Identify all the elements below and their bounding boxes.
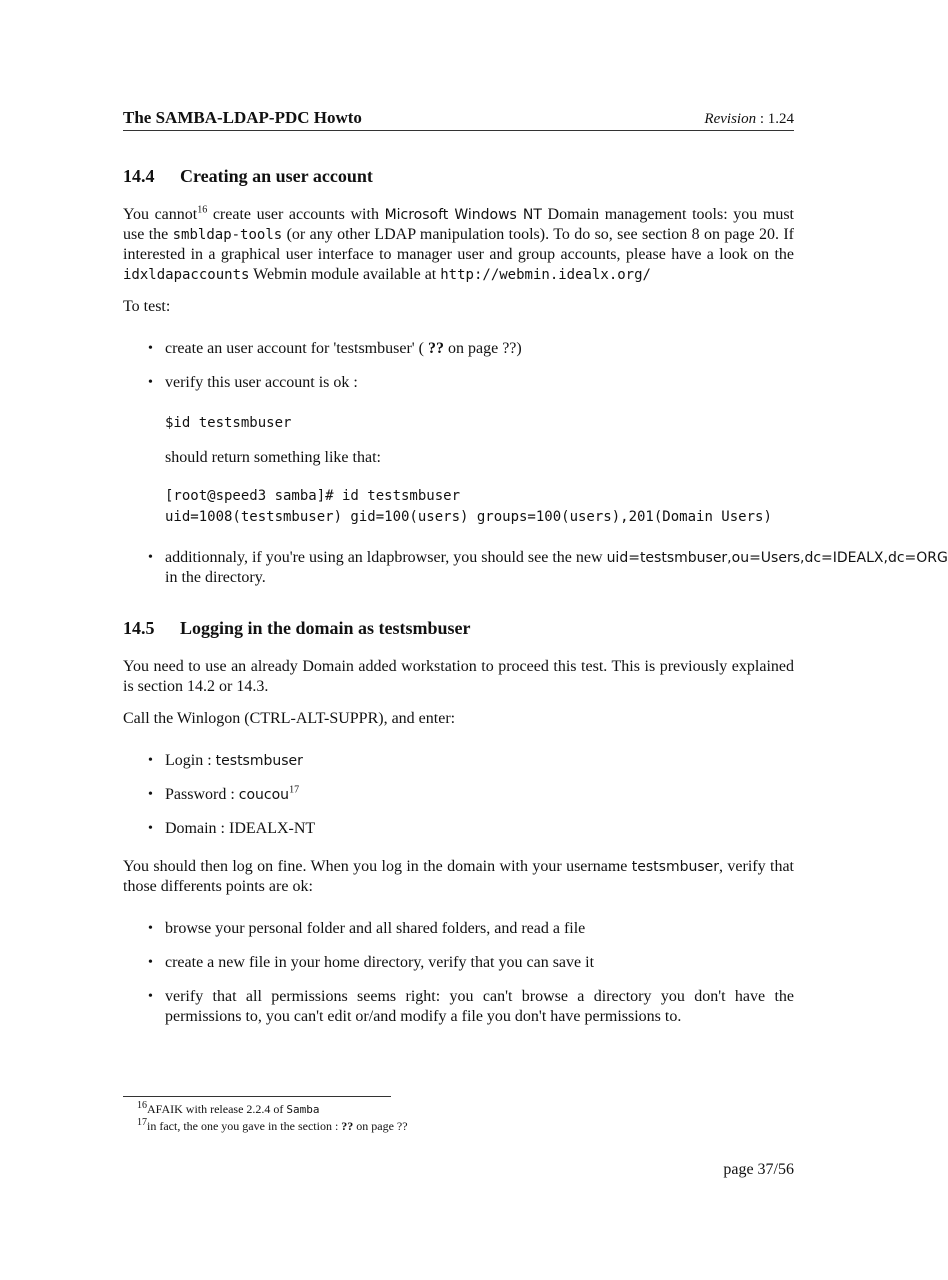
section-title: Creating an user account xyxy=(180,166,373,186)
bullet-icon: • xyxy=(148,989,153,1004)
footnote-number: 16 xyxy=(137,1100,147,1111)
main-content xyxy=(123,160,948,1045)
text-run: in fact, the one you gave in the section : xyxy=(147,1119,342,1133)
list-item xyxy=(148,339,794,359)
revision-label xyxy=(704,111,794,128)
text-run: verify this user account is ok : xyxy=(165,374,358,391)
text-run: on page ??) xyxy=(443,340,522,357)
text-run: Login : xyxy=(165,752,216,769)
running-header xyxy=(123,108,794,131)
text-run: Domain : IDEALX-NT xyxy=(165,820,316,837)
command-block xyxy=(165,413,794,434)
list-item xyxy=(148,373,794,528)
command-line: $id testsmbuser xyxy=(165,415,292,431)
text-run: additionnaly, if you're using an ldapbrowser, you should see the new xyxy=(165,549,607,566)
text-run: (or any other LDAP manipulation tools). To do so, see section 8 on page 20. If interested in a graphical user interface to manager user and group accounts, please have a look on the xyxy=(123,226,795,263)
list-item xyxy=(148,953,794,973)
webmin-url-link[interactable]: http://webmin.idealx.org/ xyxy=(440,267,651,283)
text-run: verify that all permissions seems right: you can't browse a directory you don't have the permissions to, you can't edit or/and modify a file you don't have permissions to. xyxy=(165,988,794,1025)
test-steps-list xyxy=(123,339,948,588)
bullet-icon: • xyxy=(148,341,153,356)
text-run: create a new file in your home directory, verify that you can save it xyxy=(165,954,595,971)
section-title: Logging in the domain as testsmbuser xyxy=(180,618,471,638)
cross-ref[interactable]: ?? xyxy=(341,1119,354,1133)
footnote-17 xyxy=(123,1118,794,1135)
footnote-number: 17 xyxy=(137,1117,147,1128)
to-test-paragraph: To test: xyxy=(123,298,171,315)
text-run: You cannot xyxy=(123,206,198,223)
footnote-ref-16[interactable]: 16 xyxy=(197,204,208,216)
login-value: testsmbuser xyxy=(215,753,303,769)
username: testsmbuser xyxy=(631,859,720,875)
footnotes xyxy=(123,1096,794,1135)
list-item xyxy=(148,751,794,771)
text-run: Domain management tools: you must use the xyxy=(123,206,794,243)
text-run: , verify that those differents points are ok: xyxy=(123,858,794,895)
list-item xyxy=(148,819,794,839)
footnote-ref-17[interactable]: 17 xyxy=(289,784,300,796)
text-run: create user accounts with xyxy=(207,206,385,223)
section-heading-14-4 xyxy=(123,166,794,187)
ldap-dn: uid=testsmbuser,ou=Users,dc=IDEALX,dc=ORG xyxy=(606,550,948,566)
output-line: [root@speed3 samba]# id testsmbuser xyxy=(165,488,461,504)
product-name: Microsoft Windows NT xyxy=(384,207,542,223)
text-run: create an user account for 'testsmbuser' ( xyxy=(165,340,428,357)
intro-paragraph xyxy=(123,205,794,285)
cross-ref[interactable]: ?? xyxy=(427,340,444,357)
section-heading-14-5 xyxy=(123,618,794,639)
text-run: AFAIK with release 2.2.4 of xyxy=(147,1102,287,1116)
revision-word: Revision xyxy=(704,111,757,127)
text-run: Password : xyxy=(165,786,239,803)
module-name: idxldapaccounts xyxy=(123,267,250,283)
text-run: in the directory. xyxy=(165,569,266,586)
page-number: page 37/56 xyxy=(723,1161,794,1178)
list-item xyxy=(148,987,794,1027)
text-run: browse your personal folder and all shared folders, and read a file xyxy=(165,920,586,937)
samba-name: Samba xyxy=(286,1103,320,1116)
output-line: uid=1008(testsmbuser) gid=100(users) groups=100(users),201(Domain Users) xyxy=(165,509,772,525)
list-item xyxy=(148,919,794,939)
bullet-icon: • xyxy=(148,821,153,836)
section-number: 14.4 xyxy=(123,166,155,186)
text-run: You should then log on fine. When you log in the domain with your username xyxy=(123,858,632,875)
winlogon-paragraph: Call the Winlogon (CTRL-ALT-SUPPR), and enter: xyxy=(123,710,456,727)
footnote-rule xyxy=(123,1096,391,1097)
list-item xyxy=(148,548,948,588)
bullet-icon: • xyxy=(148,550,153,565)
workstation-paragraph: You need to use an already Domain added workstation to proceed this test. This is previously explained is section 14.2 or 14.3. xyxy=(123,658,794,695)
bullet-icon: • xyxy=(148,753,153,768)
should-return-text: should return something like that: xyxy=(165,449,381,466)
bullet-icon: • xyxy=(148,787,153,802)
bullet-icon: • xyxy=(148,375,153,390)
logon-paragraph xyxy=(123,857,794,897)
bullet-icon: • xyxy=(148,921,153,936)
tool-name: smbldap-tools xyxy=(172,227,283,243)
bullet-icon: • xyxy=(148,955,153,970)
overflow-line xyxy=(165,548,948,568)
password-value: coucou xyxy=(238,787,290,803)
text-run: Webmin module available at xyxy=(249,266,441,283)
list-item xyxy=(148,784,794,805)
document-title: The SAMBA-LDAP-PDC Howto xyxy=(123,108,362,127)
footnote-16 xyxy=(123,1101,794,1118)
revision-value: : 1.24 xyxy=(759,111,794,127)
login-fields-list xyxy=(123,751,794,839)
text-run: on page ?? xyxy=(353,1119,408,1133)
output-block xyxy=(165,486,794,528)
checks-list xyxy=(123,919,794,1027)
section-number: 14.5 xyxy=(123,618,155,638)
